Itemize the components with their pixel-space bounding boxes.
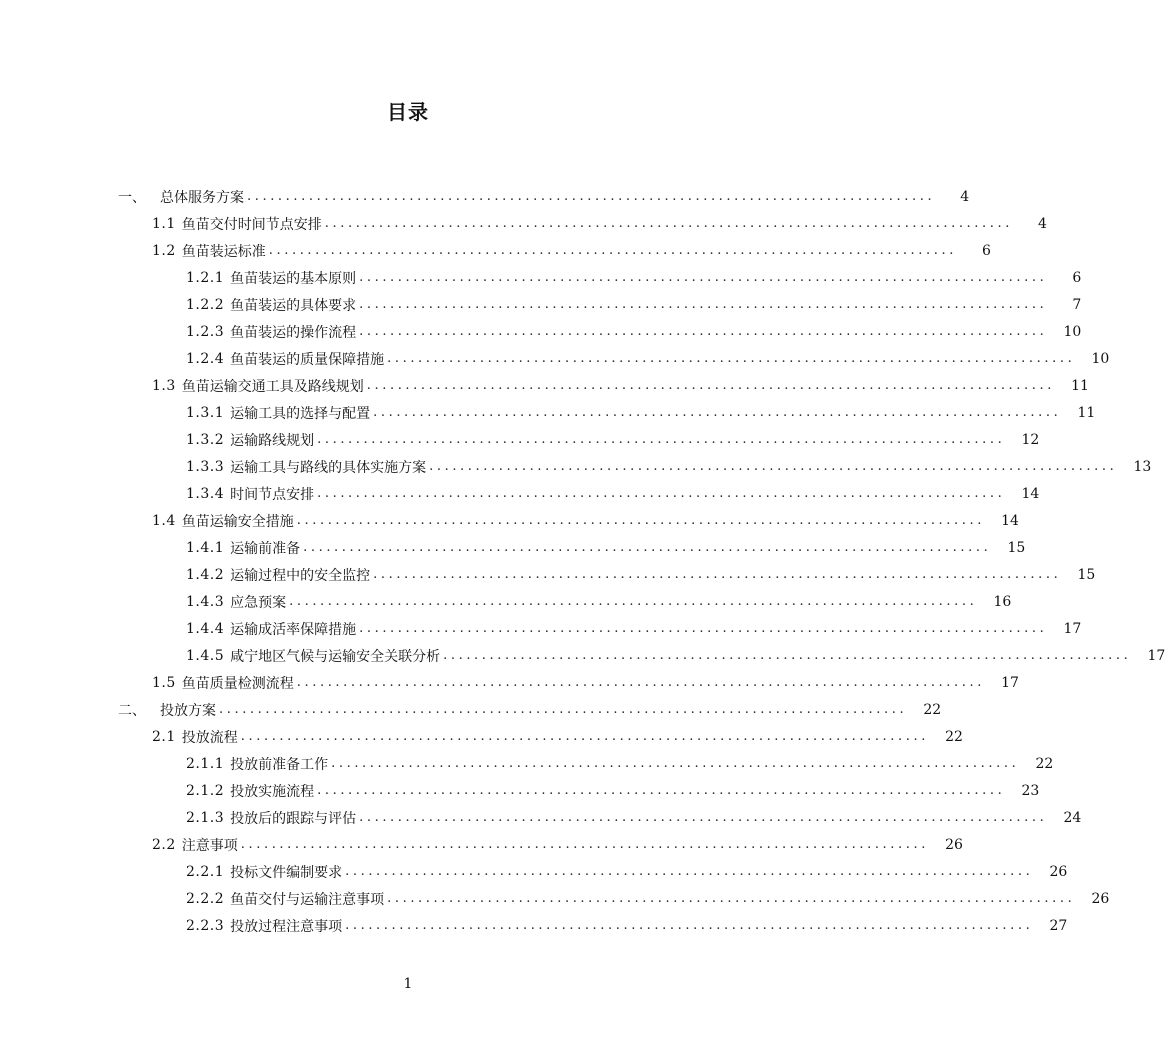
toc-entry-page: 22 xyxy=(1035,755,1054,772)
toc-entry-label: 投放过程注意事项 xyxy=(230,918,343,935)
toc-dot-leader: ......................................................................................... xyxy=(289,594,978,609)
toc-dot-leader: ......................................................................................... xyxy=(317,783,1006,798)
toc-entry[interactable] xyxy=(0,210,1047,237)
toc-list xyxy=(0,183,1165,939)
toc-entry-page: 16 xyxy=(993,593,1012,610)
toc-entry-page: 27 xyxy=(1049,917,1068,934)
toc-entry-page: 4 xyxy=(960,188,970,205)
toc-dot-leader: ......................................................................................... xyxy=(317,432,1006,447)
toc-entry[interactable] xyxy=(0,237,991,264)
toc-entry-page: 11 xyxy=(1071,377,1089,394)
toc-entry-label: 应急预案 xyxy=(230,594,287,611)
toc-entry-number: 1.1 xyxy=(152,215,176,232)
toc-dot-leader: ......................................................................................... xyxy=(345,918,1034,933)
toc-entry-page: 17 xyxy=(1147,647,1165,664)
toc-entry-label: 咸宁地区气候与运输安全关联分析 xyxy=(230,648,441,665)
toc-entry-label: 运输工具的选择与配置 xyxy=(230,405,371,422)
toc-entry-page: 15 xyxy=(1007,539,1026,556)
toc-entry-number: 1.4.1 xyxy=(186,539,225,556)
toc-dot-leader: ......................................................................................... xyxy=(359,810,1048,825)
toc-entry-page: 24 xyxy=(1063,809,1082,826)
toc-entry-label: 鱼苗运输安全措施 xyxy=(181,513,294,530)
toc-entry-label: 投放实施流程 xyxy=(230,783,315,800)
toc-entry-number: 1.3.2 xyxy=(186,431,225,448)
toc-entry[interactable] xyxy=(0,561,1096,588)
toc-dot-leader: ......................................................................................... xyxy=(240,837,929,852)
toc-entry[interactable] xyxy=(0,912,1068,939)
toc-entry-page: 23 xyxy=(1021,782,1040,799)
toc-entry-number: 2.2.2 xyxy=(186,890,225,907)
toc-entry-number: 2.2 xyxy=(152,836,176,853)
toc-entry-label: 鱼苗质量检测流程 xyxy=(181,675,294,692)
table-of-contents xyxy=(0,183,1165,939)
toc-entry-page: 6 xyxy=(982,242,991,259)
toc-entry-label: 运输前准备 xyxy=(230,540,301,557)
toc-entry-label: 鱼苗装运的操作流程 xyxy=(230,324,357,341)
toc-entry[interactable] xyxy=(0,291,1082,318)
toc-entry[interactable] xyxy=(0,453,1152,480)
toc-entry-page: 14 xyxy=(1001,512,1019,529)
toc-entry-number: 1.4.5 xyxy=(186,647,225,664)
toc-entry-label: 鱼苗运输交通工具及路线规划 xyxy=(181,378,364,395)
toc-entry[interactable] xyxy=(0,696,942,723)
toc-entry-number: 1.2.4 xyxy=(186,350,225,367)
toc-entry-number: 二、 xyxy=(118,702,146,719)
toc-entry-number: 1.2.3 xyxy=(186,323,225,340)
toc-entry-label: 运输路线规划 xyxy=(230,432,315,449)
toc-dot-leader: ......................................................................................... xyxy=(303,540,992,555)
toc-entry-page: 13 xyxy=(1133,458,1152,475)
toc-entry[interactable] xyxy=(0,642,1165,669)
toc-entry-page: 22 xyxy=(923,701,942,718)
toc-entry-page: 4 xyxy=(1038,215,1047,232)
toc-entry-label: 运输过程中的安全监控 xyxy=(230,567,371,584)
toc-entry[interactable] xyxy=(0,588,1012,615)
toc-entry-page: 17 xyxy=(1063,620,1082,637)
toc-entry-number: 2.1 xyxy=(152,728,176,745)
toc-dot-leader: ......................................................................................... xyxy=(387,891,1076,906)
toc-entry-label: 时间节点安排 xyxy=(230,486,315,503)
toc-entry-number: 1.3.4 xyxy=(186,485,225,502)
toc-entry[interactable] xyxy=(0,264,1082,291)
toc-dot-leader: ......................................................................................... xyxy=(366,378,1055,393)
toc-dot-leader: ......................................................................................... xyxy=(359,324,1048,339)
page-number: 1 xyxy=(403,976,413,992)
toc-entry-label: 鱼苗装运标准 xyxy=(181,243,266,260)
toc-entry[interactable] xyxy=(0,426,1040,453)
toc-entry-label: 鱼苗装运的基本原则 xyxy=(230,270,357,287)
toc-entry-page: 26 xyxy=(1091,890,1110,907)
toc-entry[interactable] xyxy=(0,669,1019,696)
toc-dot-leader: ......................................................................................... xyxy=(429,459,1118,474)
toc-entry-number: 1.3 xyxy=(152,377,176,394)
toc-dot-leader: ......................................................................................... xyxy=(331,756,1020,771)
toc-entry[interactable] xyxy=(0,399,1096,426)
toc-entry-label: 投放后的跟踪与评估 xyxy=(230,810,357,827)
page-title: 目录 xyxy=(387,100,429,124)
toc-entry-label: 投放流程 xyxy=(181,729,238,746)
toc-dot-leader: ......................................................................................... xyxy=(219,702,908,717)
toc-entry-number: 1.3.3 xyxy=(186,458,225,475)
toc-entry-number: 1.4 xyxy=(152,512,176,529)
toc-dot-leader: ......................................................................................... xyxy=(324,216,1013,231)
toc-entry[interactable] xyxy=(0,534,1026,561)
toc-dot-leader: ......................................................................................... xyxy=(296,513,985,528)
toc-entry-label: 投标文件编制要求 xyxy=(230,864,343,881)
toc-entry-number: 1.4.4 xyxy=(186,620,225,637)
toc-dot-leader: ......................................................................................... xyxy=(443,648,1132,663)
toc-dot-leader: ......................................................................................... xyxy=(240,729,929,744)
toc-entry-number: 2.2.1 xyxy=(186,863,225,880)
toc-entry[interactable] xyxy=(0,750,1054,777)
toc-dot-leader: ......................................................................................... xyxy=(359,297,1048,312)
toc-entry-label: 投放方案 xyxy=(160,702,216,719)
toc-entry-number: 1.4.2 xyxy=(186,566,225,583)
toc-entry[interactable] xyxy=(0,831,963,858)
toc-entry-number: 1.3.1 xyxy=(186,404,225,421)
toc-entry[interactable] xyxy=(0,345,1110,372)
toc-entry-page: 26 xyxy=(1049,863,1068,880)
toc-entry-page: 22 xyxy=(945,728,963,745)
toc-entry-number: 1.5 xyxy=(152,674,176,691)
toc-entry[interactable] xyxy=(0,858,1068,885)
toc-entry-page: 15 xyxy=(1077,566,1096,583)
toc-dot-leader: ......................................................................................... xyxy=(268,243,957,258)
toc-entry-page: 10 xyxy=(1091,350,1110,367)
toc-entry[interactable] xyxy=(0,723,963,750)
toc-entry-page: 14 xyxy=(1021,485,1040,502)
toc-entry-number: 2.2.3 xyxy=(186,917,225,934)
toc-entry-number: 2.1.2 xyxy=(186,782,225,799)
toc-entry-number: 一、 xyxy=(118,189,146,206)
toc-entry[interactable] xyxy=(0,318,1082,345)
toc-entry[interactable] xyxy=(0,372,1089,399)
toc-dot-leader: ......................................................................................... xyxy=(359,270,1048,285)
toc-dot-leader: ......................................................................................... xyxy=(359,621,1048,636)
toc-dot-leader: ......................................................................................... xyxy=(373,405,1062,420)
toc-entry-page: 17 xyxy=(1001,674,1019,691)
toc-dot-leader: ......................................................................................... xyxy=(296,675,985,690)
toc-entry-label: 鱼苗装运的具体要求 xyxy=(230,297,357,314)
toc-entry-page: 26 xyxy=(945,836,963,853)
toc-entry[interactable] xyxy=(0,183,970,210)
toc-entry-page: 11 xyxy=(1077,404,1096,421)
toc-entry-label: 鱼苗交付时间节点安排 xyxy=(181,216,322,233)
toc-entry[interactable] xyxy=(0,804,1082,831)
toc-dot-leader: ......................................................................................... xyxy=(345,864,1034,879)
toc-entry-label: 鱼苗装运的质量保障措施 xyxy=(230,351,385,368)
toc-entry-page: 7 xyxy=(1072,296,1082,313)
toc-entry-number: 1.4.3 xyxy=(186,593,225,610)
toc-entry-label: 运输工具与路线的具体实施方案 xyxy=(230,459,427,476)
toc-entry[interactable] xyxy=(0,615,1082,642)
toc-dot-leader: ......................................................................................... xyxy=(387,351,1076,366)
toc-entry[interactable] xyxy=(0,507,1019,534)
toc-entry-page: 6 xyxy=(1072,269,1082,286)
toc-entry-page: 10 xyxy=(1063,323,1082,340)
toc-entry[interactable] xyxy=(0,777,1040,804)
toc-entry-label: 投放前准备工作 xyxy=(230,756,329,773)
toc-entry-label: 鱼苗交付与运输注意事项 xyxy=(230,891,385,908)
toc-entry-label: 运输成活率保障措施 xyxy=(230,621,357,638)
toc-entry-number: 1.2 xyxy=(152,242,176,259)
toc-entry-number: 1.2.2 xyxy=(186,296,225,313)
toc-dot-leader: ......................................................................................... xyxy=(317,486,1006,501)
toc-entry-label: 总体服务方案 xyxy=(160,189,244,206)
toc-entry-number: 1.2.1 xyxy=(186,269,225,286)
toc-entry[interactable] xyxy=(0,480,1040,507)
toc-entry[interactable] xyxy=(0,885,1110,912)
toc-entry-number: 2.1.3 xyxy=(186,809,225,826)
toc-dot-leader: ......................................................................................... xyxy=(373,567,1062,582)
toc-entry-number: 2.1.1 xyxy=(186,755,225,772)
toc-dot-leader: ......................................................................................... xyxy=(247,189,936,204)
toc-entry-label: 注意事项 xyxy=(181,837,238,854)
toc-entry-page: 12 xyxy=(1021,431,1040,448)
